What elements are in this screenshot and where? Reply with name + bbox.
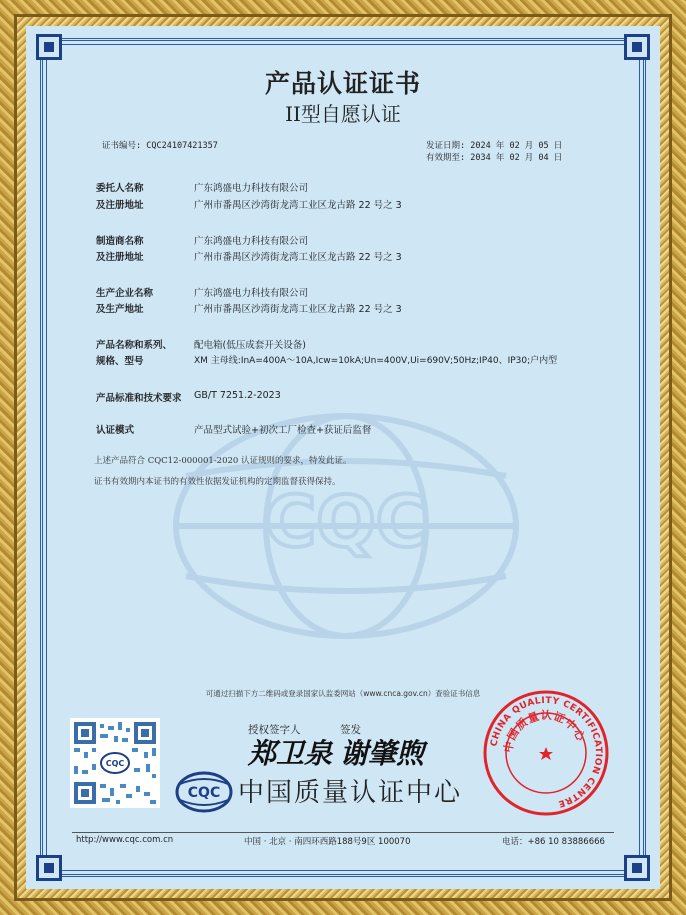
manufacturer-label-2: 及注册地址 xyxy=(96,252,144,263)
product-spec: XM 主母线:InA=400A～10A,Icw=10kA;Un=400V,Ui=690V;50Hz;IP40、IP30;户内型 xyxy=(194,356,558,366)
qr-code[interactable] xyxy=(70,718,160,808)
statement-line-1: 上述产品符合 CQC12-000001-2020 认证规则的要求，特发此证。 xyxy=(94,456,352,466)
factory-label: 生产企业名称 xyxy=(96,288,154,299)
product-label-2: 规格、型号 xyxy=(96,356,144,367)
footer-website[interactable]: http://www.cqc.com.cn xyxy=(76,835,174,845)
seal-inner-text: 中国质量认证中心 xyxy=(501,708,588,754)
standard-value: GB/T 7251.2-2023 xyxy=(194,390,281,401)
corner-ornament-tl xyxy=(36,34,62,60)
factory-name: 广东鸿盛电力科技有限公司 xyxy=(194,288,309,299)
expiry-date xyxy=(426,151,562,163)
client-name: 广东鸿盛电力科技有限公司 xyxy=(194,183,309,194)
corner-ornament-tr xyxy=(624,34,650,60)
factory-label-2: 及生产地址 xyxy=(96,304,144,315)
seal-outer-text: CHINA QUALITY CERTIFICATION CENTRE xyxy=(489,695,604,809)
cert-number xyxy=(102,139,218,151)
expiry-date-value: 2034 年 02 月 04 日 xyxy=(470,153,563,163)
issuer-signature: 谢肇煦 xyxy=(340,737,425,770)
cert-number-value: CQC24107421357 xyxy=(146,141,218,151)
issue-date-value: 2024 年 02 月 05 日 xyxy=(470,141,563,151)
certificate-paper xyxy=(26,26,660,889)
organization-name: 中国质量认证中心 xyxy=(238,778,463,808)
cqc-watermark-globe xyxy=(166,406,526,646)
official-seal xyxy=(482,689,610,817)
certificate-title: 产品认证证书 xyxy=(264,69,421,98)
corner-ornament-bl xyxy=(36,855,62,881)
issuer-label: 签发 xyxy=(340,724,361,736)
client-label-2: 及注册地址 xyxy=(96,200,144,211)
manufacturer-address: 广州市番禺区沙湾街龙湾工业区龙古路 22 号之 3 xyxy=(194,252,402,263)
manufacturer-label: 制造商名称 xyxy=(96,236,144,247)
factory-address: 广州市番禺区沙湾街龙湾工业区龙古路 22 号之 3 xyxy=(194,304,402,315)
qr-cqc-logo: CQC xyxy=(105,759,125,768)
authorized-signer-label: 授权签字人 xyxy=(248,724,301,736)
statement-line-2: 证书有效期内本证书的有效性依据发证机构的定期监督获得保持。 xyxy=(94,477,341,487)
cert-number-label: 证书编号: xyxy=(102,141,142,151)
standard-label: 产品标准和技术要求 xyxy=(96,393,182,404)
expiry-date-label: 有效期至: xyxy=(426,153,466,163)
client-address: 广州市番禺区沙湾街龙湾工业区龙古路 22 号之 3 xyxy=(194,200,402,211)
footer-address: 中国 · 北京 · 南四环西路188号9区 100070 xyxy=(244,837,411,847)
verification-note: 可通过扫描下方二维码或登录国家认监委网站（www.cnca.gov.cn）查验证书信息 xyxy=(205,689,481,698)
issue-date xyxy=(426,139,562,151)
issue-date-label: 发证日期: xyxy=(426,141,466,151)
product-label: 产品名称和系列、 xyxy=(96,340,173,351)
footer-phone: 电话：+86 10 83886666 xyxy=(502,837,605,847)
cqc-logo xyxy=(174,770,234,814)
authorized-signature: 郑卫泉 xyxy=(248,737,333,770)
mode-label: 认证模式 xyxy=(96,425,135,436)
manufacturer-name: 广东鸿盛电力科技有限公司 xyxy=(194,236,309,247)
footer-divider xyxy=(72,832,614,833)
corner-ornament-br xyxy=(624,855,650,881)
svg-text:CQC: CQC xyxy=(264,481,428,563)
mode-value: 产品型式试验+初次工厂检查+获证后监督 xyxy=(194,425,372,436)
certificate-subtitle: II型自愿认证 xyxy=(285,102,401,126)
cqc-logo-text: CQC xyxy=(187,785,221,801)
product-name: 配电箱(低压成套开关设备) xyxy=(194,340,306,351)
client-label: 委托人名称 xyxy=(96,183,144,194)
